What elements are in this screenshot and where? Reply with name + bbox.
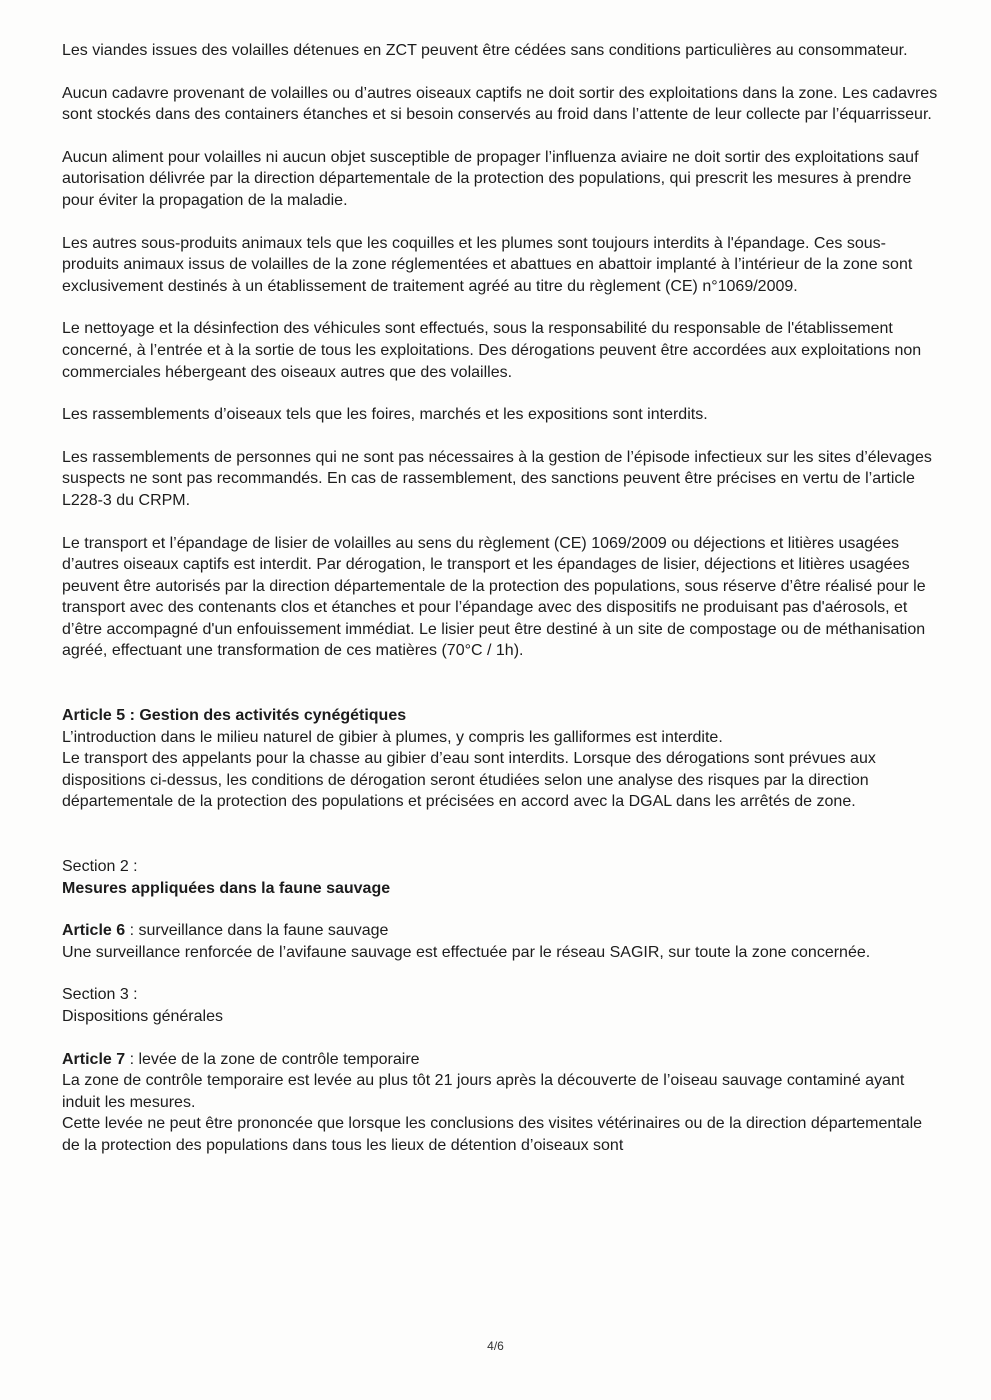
article-7-block [62, 1049, 942, 1157]
paragraph-people-gatherings: Les rassemblements de personnes qui ne sont pas nécessaires à la gestion de l’épisode infectieux sur les sites d’élevages suspects ne sont pas recommandés. En cas de rassemblement, des sanctions peuvent être précises en vertu de l’article L228-3 du CRPM. [62, 448, 932, 509]
article-7-line-1: La zone de contrôle temporaire est levée au plus tôt 21 jours après la découverte de l’oiseau sauvage contaminé ayant induit les mesures. [62, 1072, 905, 1111]
section-2-title: Mesures appliquées dans la faune sauvage [62, 879, 391, 897]
document-page [62, 40, 942, 1178]
paragraph-feed: Aucun aliment pour volailles ni aucun objet susceptible de propager l’influenza aviaire ne doit sortir des exploitations sauf autorisation délivrée par la direction départementale de la protection des populations, qui prescrit les mesures à prendre pour éviter la propagation de la maladie. [62, 148, 919, 209]
article-5-block [62, 705, 942, 813]
paragraph-slurry-transport: Le transport et l’épandage de lisier de volailles au sens du règlement (CE) 1069/2009 ou déjections et litières usagées d’autres oiseaux captifs est interdit. Par dérogation, le transport et les épandages de lisier, déjections et litières usagées peuvent être autorisés par la direction départementale de la protection des populations, sous réserve d’être réalisé pour le transport avec des contenants clos et étanches et pour l’épandage avec des dispositifs ne produisant pas d'aérosols, et d’être accompagné d'un enfouissement immédiat. Le lisier peut être destiné à un site de compostage ou de méthanisation agréé, effectuant une transformation de ces matières (70°C / 1h). [62, 534, 926, 660]
paragraph-vehicle-cleaning: Le nettoyage et la désinfection des véhicules sont effectués, sous la responsabilité du responsable de l'établissement concerné, à l’entrée et à la sortie de tous les exploitations. Des dérogations peuvent être accordées aux exploitations non commerciales hébergeant des oiseaux autres que des volailles. [62, 320, 922, 381]
paragraph-bird-gatherings: Les rassemblements d’oiseaux tels que les foires, marchés et les expositions sont interdits. [62, 406, 708, 424]
section-2-block [62, 856, 942, 899]
article-6-heading-text: : surveillance dans la faune sauvage [125, 922, 389, 940]
article-5-line-1: L’introduction dans le milieu naturel de gibier à plumes, y compris les galliformes est interdite. [62, 728, 723, 746]
article-6-block [62, 920, 942, 963]
paragraph-carcasses: Aucun cadavre provenant de volailles ou d’autres oiseaux captifs ne doit sortir des exploitations dans la zone. Les cadavres sont stockés dans des containers étanches et si besoin conservés au froid dans l’attente de leur collecte par l’équarrisseur. [62, 84, 938, 124]
article-7-line-2: Cette levée ne peut être prononcée que lorsque les conclusions des visites vétérinaires ou de la direction départementale de la protection des populations dans tous les lieux de détention d’oiseaux sont [62, 1115, 923, 1154]
article-7-heading [62, 1049, 942, 1071]
article-5-line-2: Le transport des appelants pour la chasse au gibier d’eau sont interdits. Lorsque des dérogations sont prévues aux dispositions ci-dessus, les conditions de dérogation seront étudiées selon une analyse des risques par la direction départementale de la protection des populations et précisées en accord avec la DGAL dans les arrêtés de zone. [62, 750, 876, 811]
paragraph-meat-consumption: Les viandes issues des volailles détenues en ZCT peuvent être cédées sans conditions particulières au consommateur. [62, 42, 908, 59]
paragraph-by-products: Les autres sous-produits animaux tels que les coquilles et les plumes sont toujours interdits à l'épandage. Ces sous-produits animaux issus de volailles de la zone réglementées et abattues en abattoir implanté à l’intérieur de la zone sont exclusivement destinés à un établissement de traitement agréé au titre du règlement (CE) n°1069/2009. [62, 234, 913, 295]
article-7-heading-label: Article 7 [62, 1050, 126, 1068]
article-6-body: Une surveillance renforcée de l’avifaune sauvage est effectuée par le réseau SAGIR, sur toute la zone concernée. [62, 943, 871, 961]
section-3-label: Section 3 : [62, 986, 138, 1004]
section-3-block [62, 984, 942, 1027]
article-6-heading [62, 920, 942, 942]
article-6-heading-label: Article 6 [62, 922, 126, 940]
page-number: 4/6 [487, 1339, 504, 1353]
section-3-title: Dispositions générales [62, 1008, 223, 1025]
section-2-label: Section 2 : [62, 858, 138, 876]
article-5-heading: Article 5 : Gestion des activités cynégétiques [62, 707, 407, 725]
article-7-heading-text: : levée de la zone de contrôle temporaire [125, 1050, 420, 1068]
